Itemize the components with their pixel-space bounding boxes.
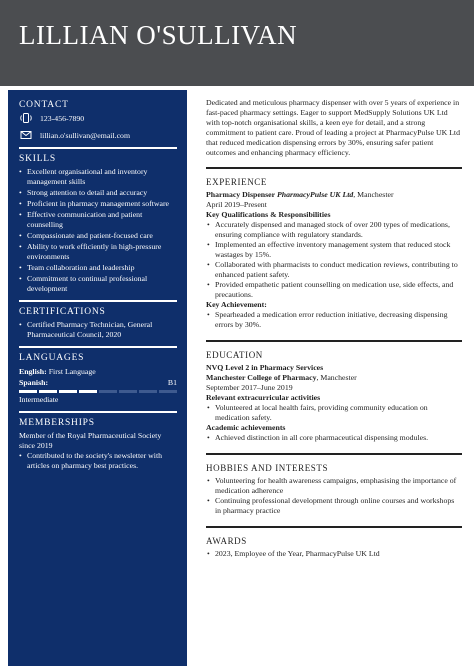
level-segment xyxy=(59,390,77,393)
extracurricular-list xyxy=(206,403,462,423)
hobbies-title: HOBBIES AND INTERESTS xyxy=(206,463,329,473)
divider xyxy=(206,167,462,169)
school-name: Manchester College of Pharmacy xyxy=(206,373,317,382)
divider xyxy=(19,147,177,149)
job-location: , Manchester xyxy=(353,190,394,199)
skills-title: SKILLS xyxy=(19,154,56,164)
job-line xyxy=(206,190,462,200)
memberships-section xyxy=(19,418,177,471)
memberships-list xyxy=(19,451,177,471)
level-segment xyxy=(79,390,97,393)
divider xyxy=(19,346,177,348)
english-line xyxy=(19,366,177,377)
languages-title: LANGUAGES xyxy=(19,353,85,363)
job-dates: April 2019–Present xyxy=(206,200,267,209)
membership-text: Member of the Royal Pharmaceutical Society since 2019 xyxy=(19,431,162,450)
extracurricular-heading: Relevant extracurricular activities xyxy=(206,393,321,402)
school-location: , Manchester xyxy=(316,373,357,382)
list-item: • Volunteered at local health fairs, providing community education on medication safety. xyxy=(206,403,462,423)
memberships-title: MEMBERSHIPS xyxy=(19,418,95,428)
phone-icon xyxy=(19,113,33,123)
level-segment xyxy=(119,390,137,393)
qualifications-heading: Key Qualifications & Responsibilities xyxy=(206,210,331,219)
list-item: • Collaborated with pharmacists to conduct medication reviews, contributing to enhanced patient safety. xyxy=(206,260,462,280)
education-title: EDUCATION xyxy=(206,350,263,360)
job-company: PharmacyPulse UK Ltd xyxy=(277,190,354,199)
candidate-name: LILLIAN O'SULLIVAN xyxy=(19,20,298,50)
academic-list xyxy=(206,433,462,443)
phone-number[interactable]: 123-456-7890 xyxy=(40,113,85,123)
experience-section xyxy=(206,177,462,330)
contact-title: CONTACT xyxy=(19,100,69,110)
english-label: English: xyxy=(19,367,47,376)
list-item: • Team collaboration and leadership xyxy=(19,263,177,273)
languages-section xyxy=(19,353,177,405)
main-content xyxy=(206,98,462,569)
divider xyxy=(19,411,177,413)
english-value: First Language xyxy=(48,367,96,376)
awards-title: AWARDS xyxy=(206,536,247,546)
list-item: • Excellent organisational and inventory management skills xyxy=(19,167,177,187)
hobbies-section xyxy=(206,463,462,516)
education-dates: September 2017–June 2019 xyxy=(206,383,293,392)
spanish-label: Spanish: xyxy=(19,378,49,387)
achievement-heading: Key Achievement: xyxy=(206,300,267,309)
spanish-line xyxy=(19,377,177,388)
header-banner xyxy=(0,0,474,86)
contact-section xyxy=(19,100,177,140)
level-segment xyxy=(19,390,37,393)
list-item: • Continuing professional development through online courses and workshops in pharmacy practice xyxy=(206,496,462,516)
list-item: • Compassionate and patient-focused care xyxy=(19,231,177,241)
certifications-section xyxy=(19,307,177,340)
list-item: • Commitment to continual professional development xyxy=(19,274,177,294)
sidebar xyxy=(8,90,187,666)
email-address[interactable]: lillian.o'sullivan@email.com xyxy=(40,130,131,140)
school-line xyxy=(206,373,462,383)
list-item: • Proficient in pharmacy management software xyxy=(19,199,177,209)
certifications-title: CERTIFICATIONS xyxy=(19,307,106,317)
list-item: • Volunteering for health awareness campaigns, emphasising the importance of medication adherence xyxy=(206,476,462,496)
degree: NVQ Level 2 in Pharmacy Services xyxy=(206,363,324,372)
divider xyxy=(19,300,177,302)
list-item: • Certified Pharmacy Technician, General Pharmaceutical Council, 2020 xyxy=(19,320,177,340)
list-item: • 2023, Employee of the Year, PharmacyPulse UK Ltd xyxy=(206,549,462,559)
responsibilities-list xyxy=(206,220,462,300)
list-item: • Implemented an effective inventory management system that reduced stock wastages by 15%. xyxy=(206,240,462,260)
experience-title: EXPERIENCE xyxy=(206,177,267,187)
education-section xyxy=(206,350,462,443)
divider xyxy=(206,526,462,528)
hobbies-list xyxy=(206,476,462,516)
level-segment xyxy=(39,390,57,393)
summary-text: Dedicated and meticulous pharmacy dispenser with over 5 years of experience in fast-paced pharmacy settings. Eager to support MedSupply Solutions UK Ltd with top-notch organisational skills, a keen eye for detail, and a strong commitment to patient care. Proud of leading a project at PharmacyPulse UK Ltd that reduced medication dispensing errors by 30%, ensuring safer patient outcomes and enhancing pharmacy efficiency. xyxy=(206,98,460,157)
phone-row xyxy=(19,113,177,123)
list-item: • Provided empathetic patient counselling on medication use, side effects, and precautions. xyxy=(206,280,462,300)
level-segment xyxy=(99,390,117,393)
certifications-list xyxy=(19,320,177,340)
divider xyxy=(206,453,462,455)
level-segment xyxy=(139,390,157,393)
skills-section xyxy=(19,154,177,294)
spanish-level: Intermediate xyxy=(19,395,59,404)
job-role: Pharmacy Dispenser xyxy=(206,190,276,199)
list-item: • Strong attention to detail and accuracy xyxy=(19,188,177,198)
spanish-level-bar xyxy=(19,390,177,393)
achievement-list xyxy=(206,310,462,330)
list-item: • Ability to work efficiently in high-pressure environments xyxy=(19,242,177,262)
level-segment xyxy=(159,390,177,393)
list-item: • Spearheaded a medication error reduction initiative, decreasing dispensing errors by 30%. xyxy=(206,310,462,330)
email-icon xyxy=(19,130,33,140)
list-item: • Effective communication and patient counselling xyxy=(19,210,177,230)
email-row xyxy=(19,130,177,140)
divider xyxy=(206,340,462,342)
spanish-code: B1 xyxy=(167,378,177,387)
awards-list xyxy=(206,549,462,559)
awards-section xyxy=(206,536,462,559)
academic-heading: Academic achievements xyxy=(206,423,286,432)
list-item: • Accurately dispensed and managed stock of over 200 types of medications, ensuring compliance with regulatory standards. xyxy=(206,220,462,240)
list-item: • Achieved distinction in all core pharmaceutical dispensing modules. xyxy=(206,433,462,443)
skills-list xyxy=(19,167,177,294)
list-item: • Contributed to the society's newsletter with articles on pharmacy best practices. xyxy=(19,451,177,471)
